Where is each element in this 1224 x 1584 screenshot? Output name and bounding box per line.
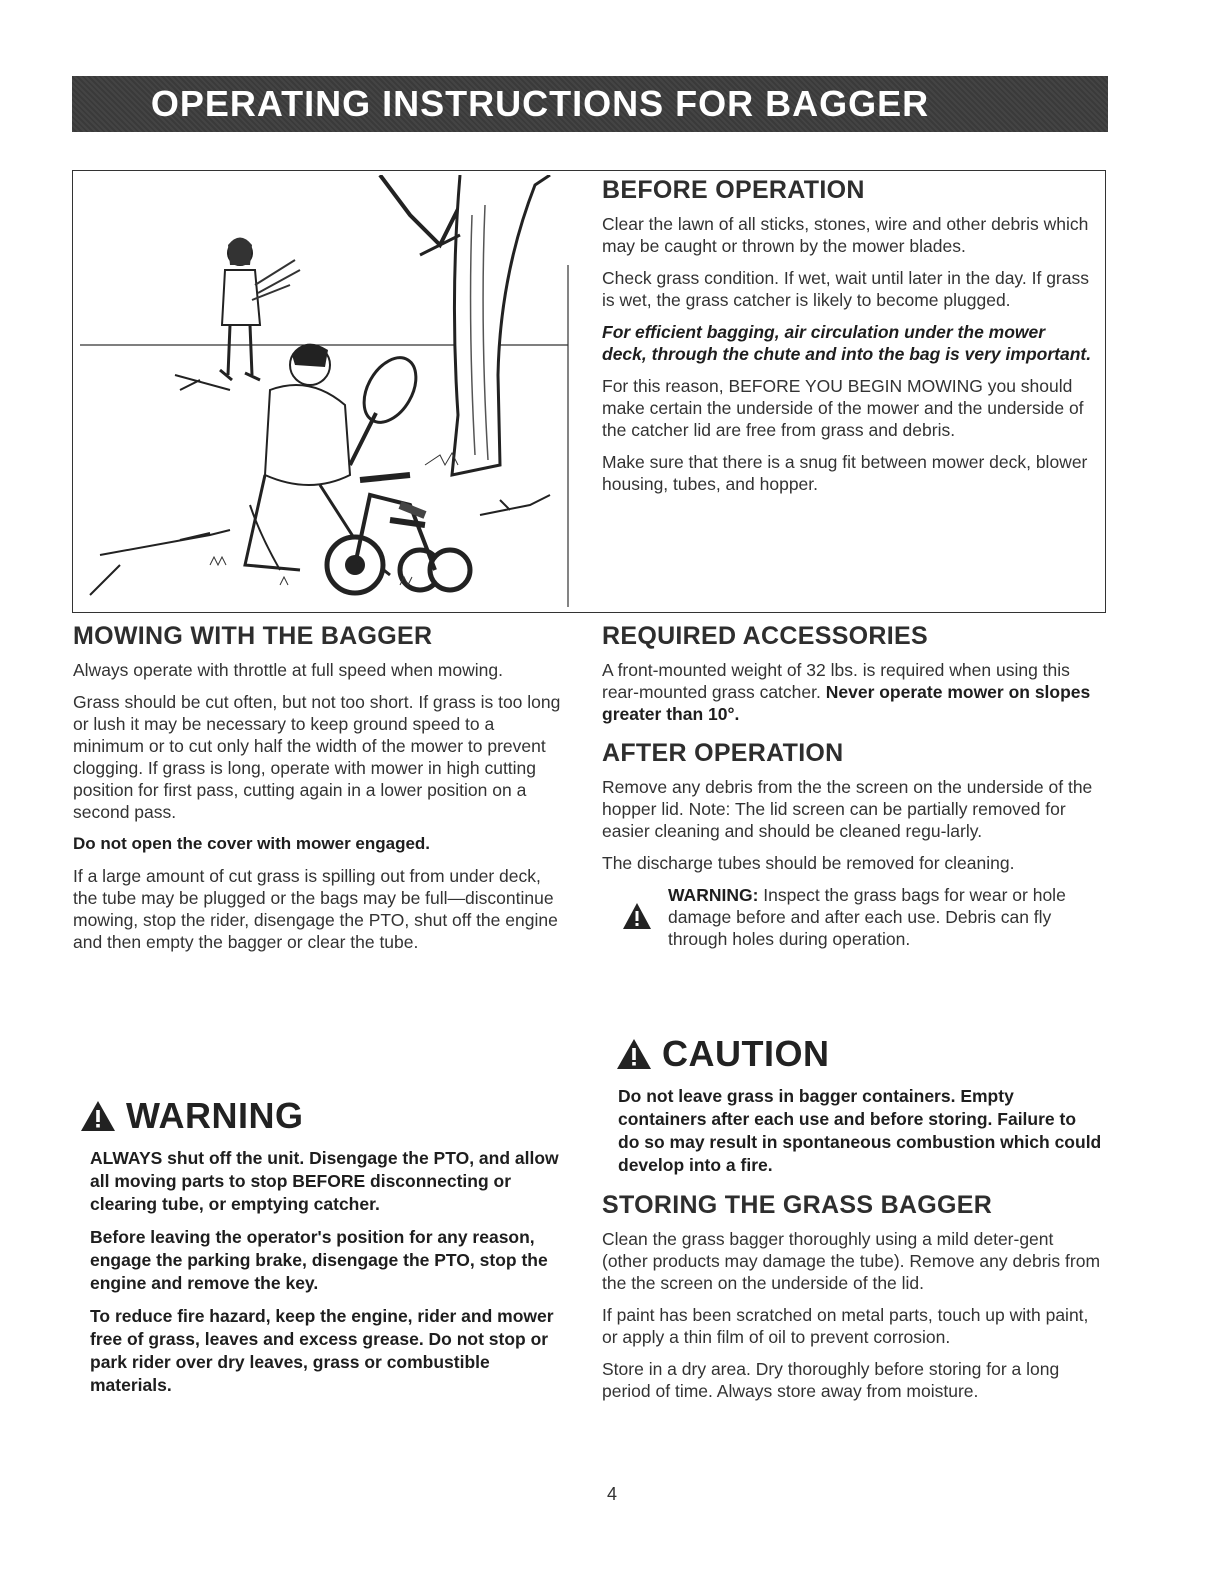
before-operation-p4: For this reason, BEFORE YOU BEGIN MOWING you should make certain the underside of the mower and the underside of the catcher lid are free from grass and debris. <box>602 376 1084 440</box>
before-operation-p5: Make sure that there is a snug fit between mower deck, blower housing, tubes, and hopper. <box>602 452 1088 494</box>
mowing-section <box>73 622 568 963</box>
before-operation-section <box>602 176 1094 505</box>
required-heading: REQUIRED ACCESSORIES <box>602 622 928 650</box>
warning-p2: Before leaving the operator's position for any reason, engage the parking brake, disengage the PTO, stop the engine and remove the key. <box>90 1227 548 1293</box>
title-banner <box>72 76 1108 132</box>
storing-heading: STORING THE GRASS BAGGER <box>602 1191 993 1219</box>
before-operation-p3: For efficient bagging, air circulation under the mower deck, through the chute and into the bag is very important. <box>602 322 1092 364</box>
caution-title: CAUTION <box>662 1033 830 1074</box>
page-title: OPERATING INSTRUCTIONS FOR BAGGER <box>150 83 930 124</box>
required-p1-text: A front-mounted weight of 32 lbs. is required when using this rear-mounted grass catcher. <box>602 660 1070 702</box>
inline-warning-text <box>668 884 1102 950</box>
alert-triangle-icon <box>622 902 652 930</box>
storing-p2: If paint has been scratched on metal parts, touch up with paint, or apply a thin film of oil to prevent corrosion. <box>602 1305 1089 1347</box>
mowing-heading: MOWING WITH THE BAGGER <box>73 622 433 650</box>
warning-title: WARNING <box>126 1095 304 1136</box>
before-operation-p1: Clear the lawn of all sticks, stones, wire and other debris which may be caught or thrown by the mower blades. <box>602 214 1089 256</box>
caution-text: Do not leave grass in bagger containers. Empty containers after each use and before storing. Failure to do so may result in spontaneous combustion which could develop into a fire. <box>618 1086 1102 1175</box>
caution-header <box>616 1033 1102 1075</box>
warning-header <box>80 1095 570 1137</box>
caution-storing-column <box>602 1033 1102 1412</box>
warning-triangle-icon <box>80 1100 116 1132</box>
warning-body <box>90 1147 570 1397</box>
warning-section <box>80 1095 570 1407</box>
inline-warning-body: Inspect the grass bags for wear or hole damage before and after each use. Debris can fly through holes during operation. <box>668 885 1066 949</box>
page-number: 4 <box>606 1484 617 1504</box>
required-p1 <box>602 659 1102 725</box>
inline-warning <box>602 884 1102 950</box>
warning-p1: ALWAYS shut off the unit. Disengage the PTO, and allow all moving parts to stop BEFORE disconnecting or clearing tube, or emptying catcher. <box>90 1148 559 1214</box>
after-p1: Remove any debris from the the screen on the underside of the hopper lid. Note: The lid screen can be partially removed for easier cleaning and should be cleaned regu-larly. <box>602 777 1093 841</box>
mowing-p3: Do not open the cover with mower engaged. <box>73 834 431 853</box>
mowing-p4: If a large amount of cut grass is spilling out from under deck, the tube may be plugged or the bags may be full—discontinue mowing, stop the rider, disengage the PTO, shut off the engine and then empty the bagger or clear the tube. <box>73 866 558 952</box>
storing-p3: Store in a dry area. Dry thoroughly before storing for a long period of time. Always store away from moisture. <box>602 1359 1060 1401</box>
required-p1-bold: Never operate mower on slopes greater than 10°. <box>602 682 1091 724</box>
after-p2: The discharge tubes should be removed for cleaning. <box>602 853 1015 873</box>
warning-p3: To reduce fire hazard, keep the engine, rider and mower free of grass, leaves and excess grease. Do not stop or park rider over dry leaves, grass or combustible materials. <box>90 1306 554 1395</box>
storing-p1: Clean the grass bagger thoroughly using a mild deter-gent (other products may damage the tube). Remove any debris from the the screen on the underside of the lid. <box>602 1229 1101 1293</box>
mowing-p1: Always operate with throttle at full speed when mowing. <box>73 660 503 680</box>
mowing-p2: Grass should be cut often, but not too short. If grass is too long or lush it may be necessary to keep ground speed to a minimum or to cut only half the width of the mower to prevent clogging. If grass is long, operate with mower in high cutting position for first pass, cutting again in a lower position on a second pass. <box>73 692 561 822</box>
caution-body <box>618 1085 1102 1177</box>
inline-warning-label: WARNING: <box>668 885 759 905</box>
after-heading: AFTER OPERATION <box>602 739 844 767</box>
before-operation-heading: BEFORE OPERATION <box>602 176 865 204</box>
before-operation-p2: Check grass condition. If wet, wait until later in the day. If grass is wet, the grass catcher is likely to become plugged. <box>602 268 1089 310</box>
lawn-cleanup-illustration <box>80 175 572 607</box>
caution-triangle-icon <box>616 1038 652 1070</box>
right-column <box>602 622 1102 950</box>
